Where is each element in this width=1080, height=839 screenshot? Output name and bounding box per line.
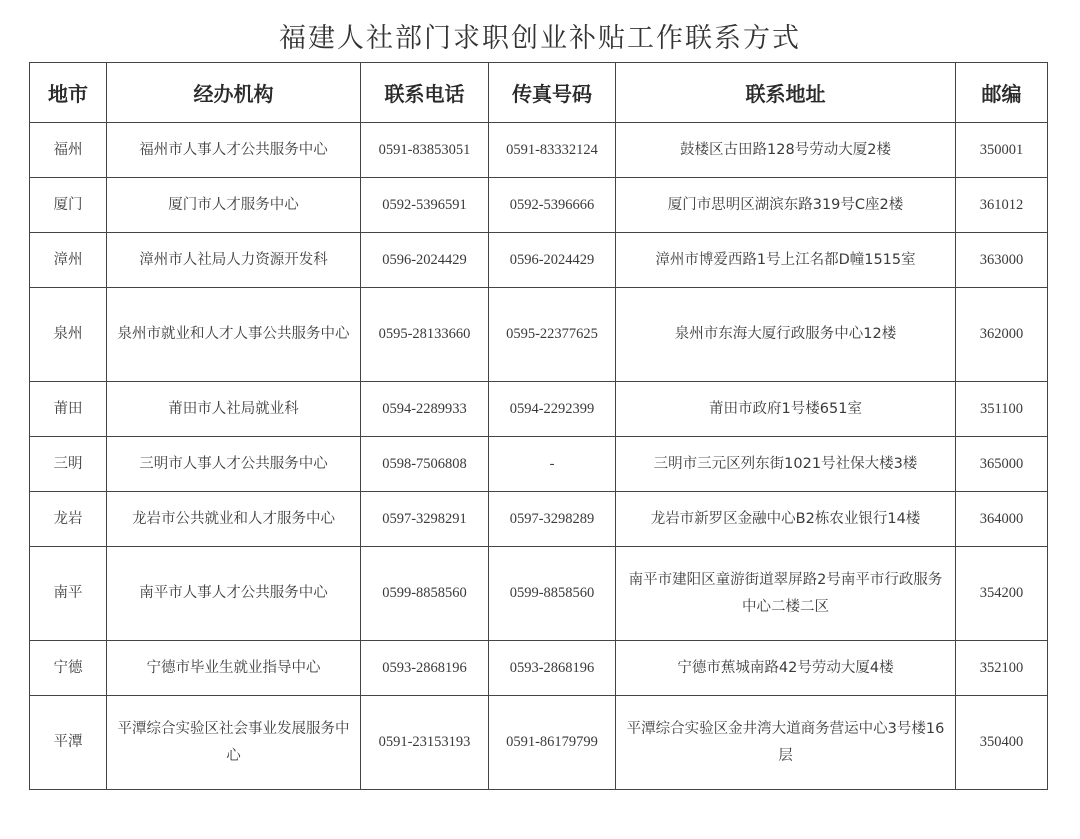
header-org: 经办机构 xyxy=(107,63,361,123)
cell-phone: 0598-7506808 xyxy=(361,437,489,492)
cell-city: 厦门 xyxy=(30,178,107,233)
cell-fax: 0595-22377625 xyxy=(489,288,616,382)
cell-zip: 354200 xyxy=(956,547,1048,641)
cell-address: 龙岩市新罗区金融中心B2栋农业银行14楼 xyxy=(616,492,956,547)
cell-fax: 0597-3298289 xyxy=(489,492,616,547)
cell-fax: 0592-5396666 xyxy=(489,178,616,233)
cell-address: 泉州市东海大厦行政服务中心12楼 xyxy=(616,288,956,382)
cell-org: 三明市人事人才公共服务中心 xyxy=(107,437,361,492)
table-row xyxy=(30,178,1048,233)
cell-city: 三明 xyxy=(30,437,107,492)
cell-phone: 0594-2289933 xyxy=(361,382,489,437)
cell-zip: 352100 xyxy=(956,641,1048,696)
cell-city: 福州 xyxy=(30,123,107,178)
cell-address: 莆田市政府1号楼651室 xyxy=(616,382,956,437)
cell-org: 南平市人事人才公共服务中心 xyxy=(107,547,361,641)
header-phone: 联系电话 xyxy=(361,63,489,123)
table-row xyxy=(30,382,1048,437)
table-row xyxy=(30,641,1048,696)
cell-city: 龙岩 xyxy=(30,492,107,547)
cell-fax: 0594-2292399 xyxy=(489,382,616,437)
cell-zip: 365000 xyxy=(956,437,1048,492)
cell-city: 南平 xyxy=(30,547,107,641)
cell-zip: 350001 xyxy=(956,123,1048,178)
cell-phone: 0596-2024429 xyxy=(361,233,489,288)
cell-zip: 351100 xyxy=(956,382,1048,437)
cell-zip: 363000 xyxy=(956,233,1048,288)
cell-address: 厦门市思明区湖滨东路319号C座2楼 xyxy=(616,178,956,233)
cell-phone: 0599-8858560 xyxy=(361,547,489,641)
table-row xyxy=(30,547,1048,641)
cell-address: 宁德市蕉城南路42号劳动大厦4楼 xyxy=(616,641,956,696)
cell-city: 平潭 xyxy=(30,696,107,790)
cell-address: 鼓楼区古田路128号劳动大厦2楼 xyxy=(616,123,956,178)
cell-phone: 0592-5396591 xyxy=(361,178,489,233)
cell-org: 福州市人事人才公共服务中心 xyxy=(107,123,361,178)
cell-org: 漳州市人社局人力资源开发科 xyxy=(107,233,361,288)
cell-phone: 0597-3298291 xyxy=(361,492,489,547)
cell-zip: 362000 xyxy=(956,288,1048,382)
cell-fax: 0599-8858560 xyxy=(489,547,616,641)
cell-org: 厦门市人才服务中心 xyxy=(107,178,361,233)
cell-phone: 0593-2868196 xyxy=(361,641,489,696)
cell-zip: 350400 xyxy=(956,696,1048,790)
cell-fax: 0596-2024429 xyxy=(489,233,616,288)
cell-fax: - xyxy=(489,437,616,492)
page-title: 福建人社部门求职创业补贴工作联系方式 xyxy=(279,23,801,54)
cell-address: 平潭综合实验区金井湾大道商务营运中心3号楼16层 xyxy=(616,696,956,790)
cell-zip: 364000 xyxy=(956,492,1048,547)
contact-table xyxy=(29,62,1048,790)
cell-org: 宁德市毕业生就业指导中心 xyxy=(107,641,361,696)
cell-fax: 0593-2868196 xyxy=(489,641,616,696)
cell-address: 三明市三元区列东街1021号社保大楼3楼 xyxy=(616,437,956,492)
cell-address: 漳州市博爱西路1号上江名都D幢1515室 xyxy=(616,233,956,288)
cell-city: 宁德 xyxy=(30,641,107,696)
cell-org: 平潭综合实验区社会事业发展服务中心 xyxy=(107,696,361,790)
table-row xyxy=(30,233,1048,288)
cell-zip: 361012 xyxy=(956,178,1048,233)
cell-city: 泉州 xyxy=(30,288,107,382)
cell-org: 龙岩市公共就业和人才服务中心 xyxy=(107,492,361,547)
cell-fax: 0591-83332124 xyxy=(489,123,616,178)
table-row xyxy=(30,123,1048,178)
header-address: 联系地址 xyxy=(616,63,956,123)
table-row xyxy=(30,696,1048,790)
cell-org: 莆田市人社局就业科 xyxy=(107,382,361,437)
header-fax: 传真号码 xyxy=(489,63,616,123)
cell-org: 泉州市就业和人才人事公共服务中心 xyxy=(107,288,361,382)
cell-phone: 0591-23153193 xyxy=(361,696,489,790)
table-row xyxy=(30,437,1048,492)
cell-phone: 0591-83853051 xyxy=(361,123,489,178)
cell-city: 漳州 xyxy=(30,233,107,288)
cell-address: 南平市建阳区童游街道翠屏路2号南平市行政服务中心二楼二区 xyxy=(616,547,956,641)
header-city: 地市 xyxy=(30,63,107,123)
cell-phone: 0595-28133660 xyxy=(361,288,489,382)
cell-city: 莆田 xyxy=(30,382,107,437)
cell-fax: 0591-86179799 xyxy=(489,696,616,790)
header-zip: 邮编 xyxy=(956,63,1048,123)
header-row xyxy=(30,63,1048,123)
table-row xyxy=(30,492,1048,547)
table-row xyxy=(30,288,1048,382)
